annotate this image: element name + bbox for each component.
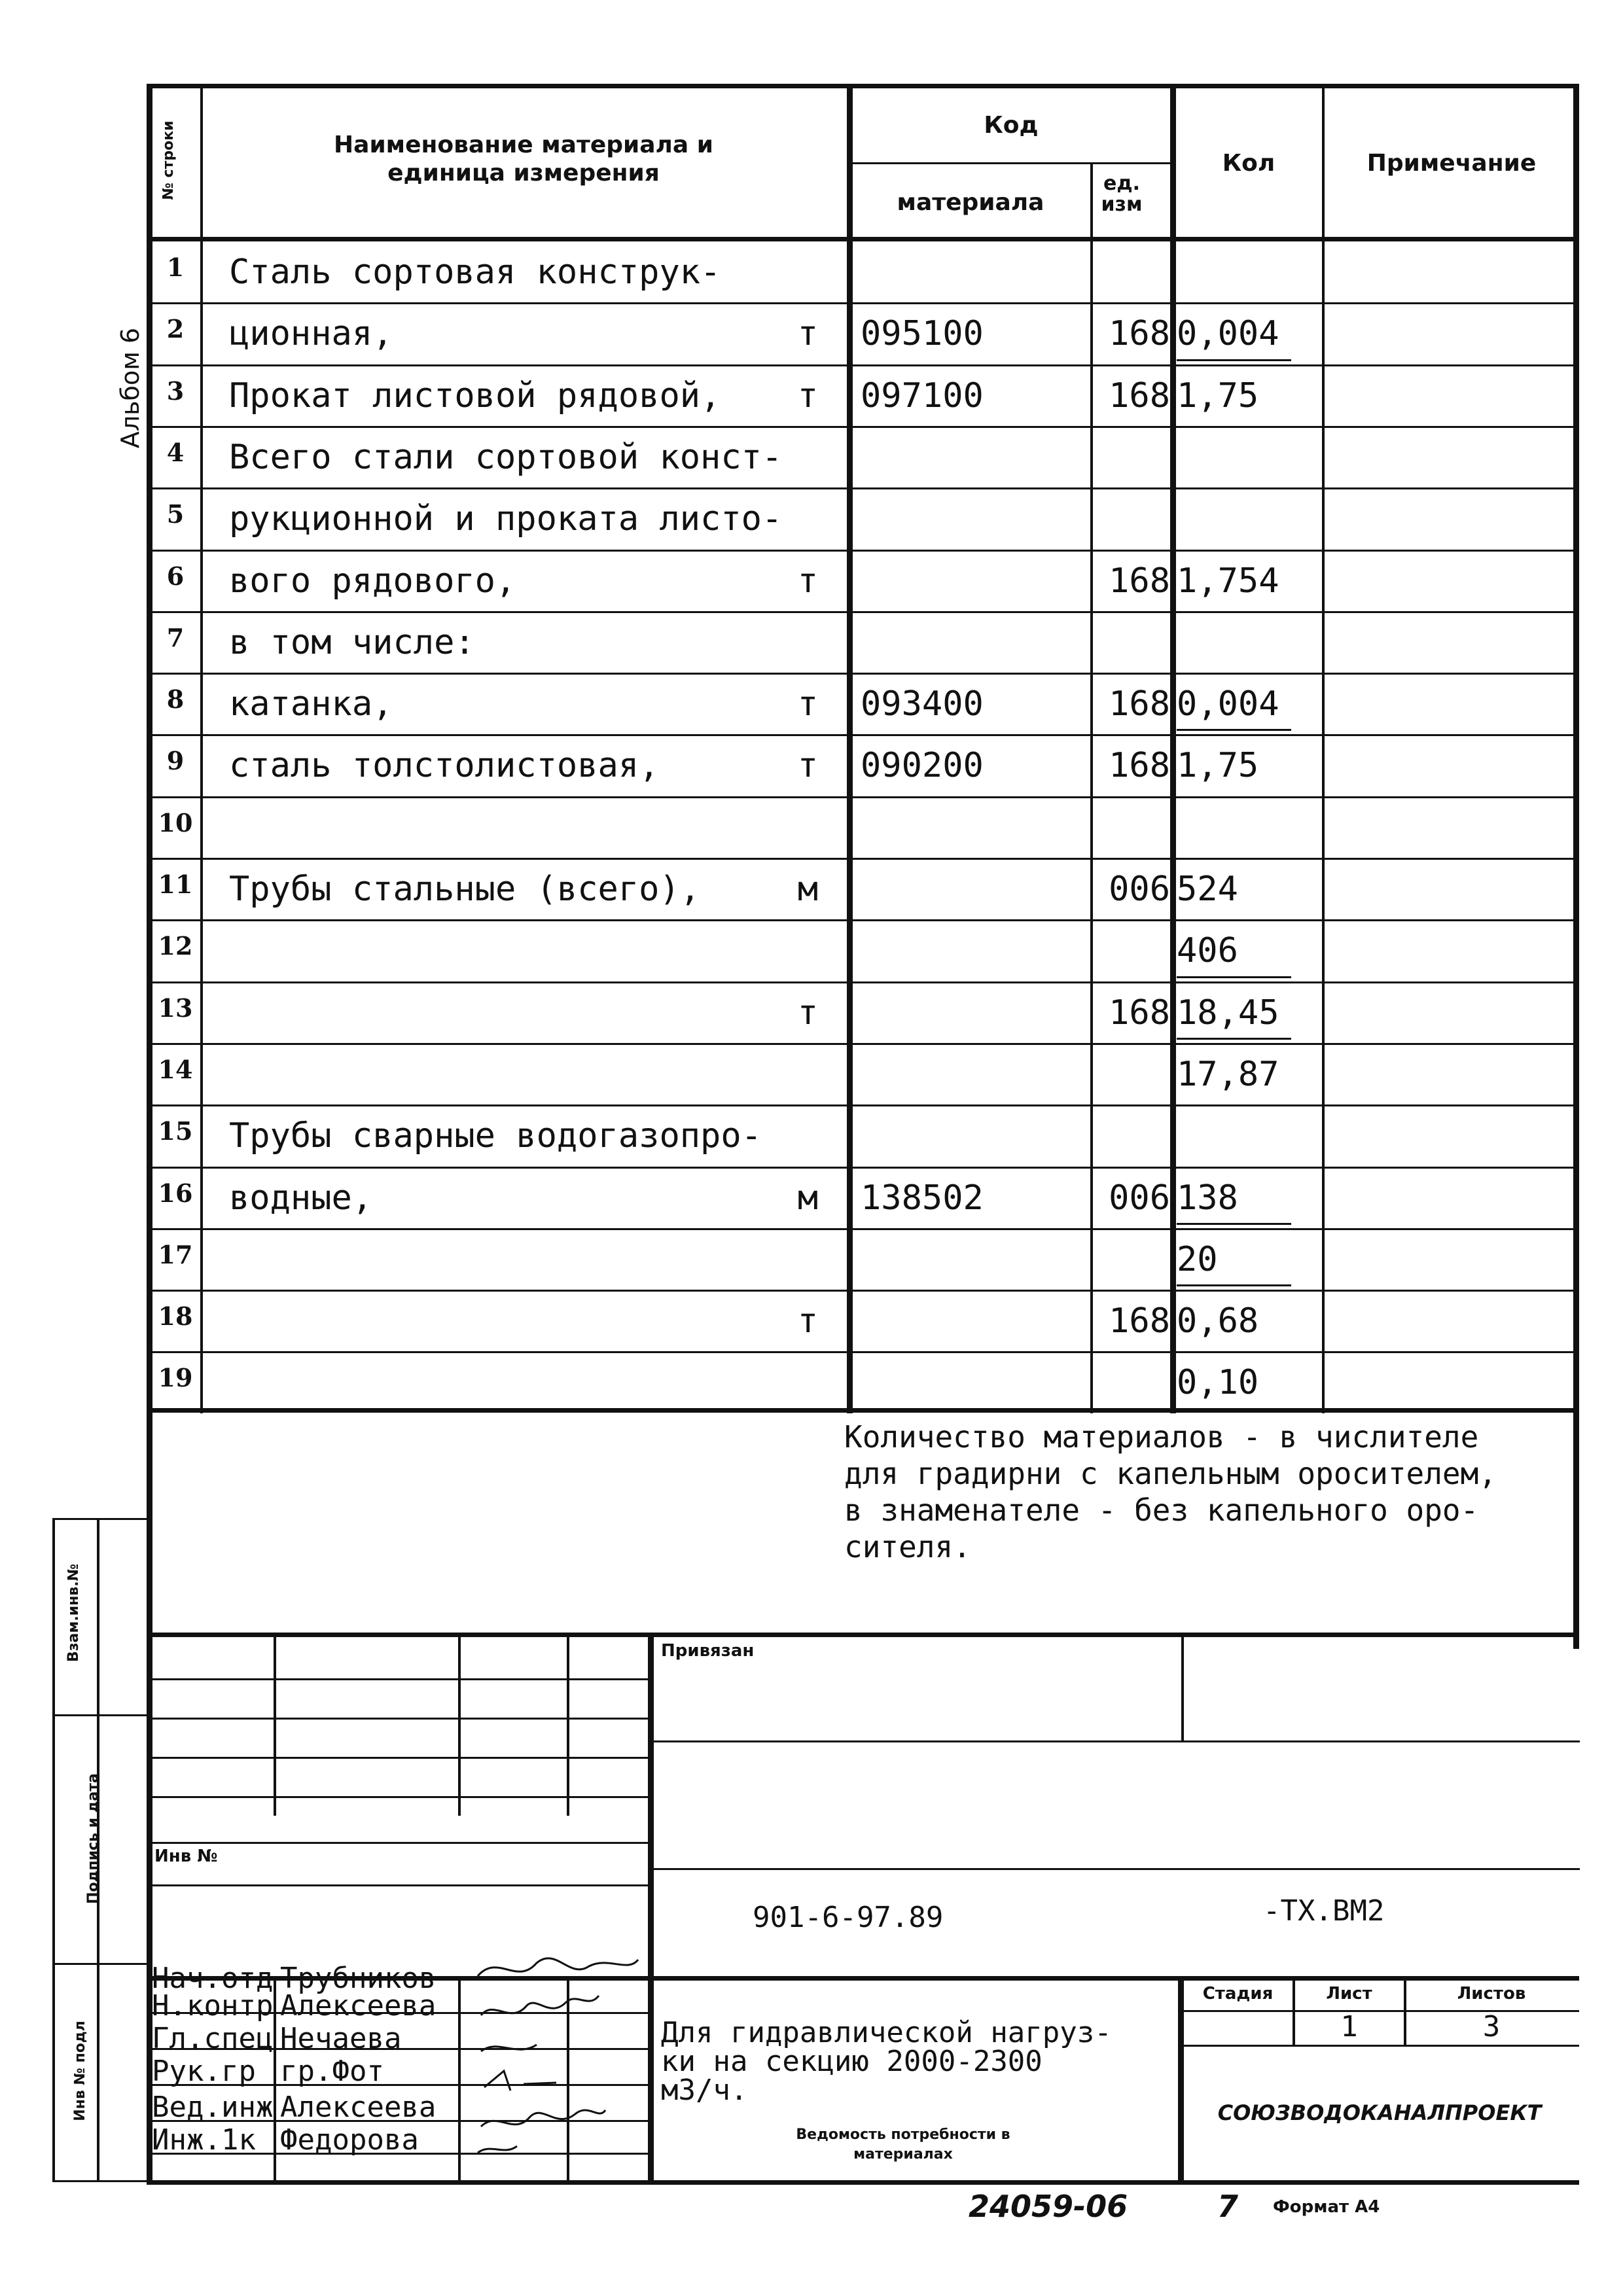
row-divider (147, 426, 1579, 428)
material-name: Сталь сортовая конструк- (229, 253, 721, 292)
person-name: Алексеева (280, 2091, 437, 2124)
quantity: 1,75 (1177, 746, 1259, 786)
row-number: 11 (158, 870, 193, 899)
subtitle-line: Ведомость потребности в (796, 2127, 1010, 2143)
row-number: 14 (158, 1054, 193, 1084)
material-name: в том числе: (229, 622, 475, 662)
col-divider-name (847, 85, 853, 1413)
tb-line (1181, 1633, 1184, 1740)
tb-line (651, 1868, 1580, 1870)
row-divider (147, 364, 1579, 366)
table-bottom-border (147, 1408, 1579, 1413)
unit-label: м (797, 870, 818, 909)
footnote-line: сителя. (844, 1529, 971, 1564)
quantity: 0,10 (1177, 1363, 1259, 1403)
side-label-replace-inv: Взам.инв.№ (65, 1563, 82, 1663)
unit-code: 168 (1109, 376, 1170, 415)
title-line: м3/ч. (661, 2074, 748, 2107)
row-number: 1 (166, 253, 185, 282)
row-number: 3 (166, 376, 185, 406)
quantity: 524 (1177, 870, 1238, 909)
quantity: 406 (1177, 931, 1238, 971)
quantity: 17,87 (1177, 1054, 1279, 1094)
header-code-material: материала (897, 189, 1044, 216)
table-top-border (147, 84, 1579, 88)
title-line: ки на секцию 2000-2300 (661, 2045, 1043, 2078)
unit-label: м (797, 1178, 818, 1218)
tb-line (147, 1842, 651, 1844)
material-code: 138502 (861, 1178, 984, 1218)
unit-code: 006 (1109, 870, 1170, 909)
row-divider (147, 1290, 1579, 1292)
material-code: 097100 (861, 376, 984, 415)
quantity: 0,004 (1177, 684, 1279, 724)
person-name: Алексеева (280, 1989, 437, 2022)
tb-line (651, 1740, 1580, 1742)
material-name: сталь толстолистовая, (229, 746, 660, 786)
role-label: Рук.гр (152, 2055, 256, 2088)
tb-line (458, 1633, 461, 1816)
unit-code: 168 (1109, 993, 1170, 1033)
side-label-inv-original: Инв № подл (72, 2021, 88, 2121)
row-divider (147, 858, 1579, 860)
tb-line (147, 1718, 651, 1720)
fraction-bar (1177, 1038, 1291, 1040)
row-divider (147, 673, 1579, 675)
row-divider (147, 550, 1579, 552)
row-number: 8 (166, 684, 185, 715)
tb-line (567, 1633, 569, 1816)
signatures (458, 1947, 648, 2156)
person-name: гр.Фот (280, 2055, 384, 2088)
col-divider-qty (1322, 85, 1325, 1413)
archive-number: 24059-06 (969, 2189, 1128, 2224)
unit-code: 168 (1109, 684, 1170, 724)
person-name: Федорова (280, 2123, 419, 2157)
person-name: Нечаева (280, 2022, 402, 2055)
role-label: Вед.инж (152, 2091, 274, 2124)
row-number: 17 (158, 1239, 193, 1269)
tb-line (147, 1757, 651, 1759)
tb-line (147, 1884, 651, 1886)
strip-line (52, 2180, 151, 2182)
row-number: 2 (166, 314, 185, 344)
table-left-border (147, 85, 152, 1413)
row-divider (147, 919, 1579, 921)
header-code: Код (984, 112, 1039, 139)
material-name: вого рядового, (229, 561, 516, 601)
row-number: 4 (166, 437, 185, 467)
unit-label: т (797, 1301, 818, 1341)
sheets-value: 3 (1482, 2010, 1501, 2043)
document-title (661, 2016, 1112, 2107)
header-quantity: Кол (1222, 150, 1275, 177)
tb-line (147, 1678, 651, 1680)
page-number: 7 (1217, 2189, 1239, 2224)
col-divider-unit (1170, 85, 1176, 1413)
strip-line (52, 1714, 151, 1716)
organization-name: СОЮЗВОДОКАНАЛПРОЕКТ (1217, 2100, 1542, 2125)
tb-line (1178, 1976, 1184, 2182)
row-divider (147, 796, 1579, 798)
unit-code: 168 (1109, 314, 1170, 354)
table-right-border (1573, 85, 1579, 1649)
fraction-bar (1177, 1223, 1291, 1225)
quantity: 0,68 (1177, 1301, 1259, 1341)
sheets-label: Листов (1457, 1984, 1526, 2004)
col-divider-rownum (200, 85, 203, 1413)
tb-line (147, 2180, 1579, 2185)
row-divider (147, 1043, 1579, 1045)
material-name: ционная, (229, 314, 393, 354)
row-divider (147, 1351, 1579, 1353)
header-material-name: Наименование материала и единица измерения (334, 132, 713, 187)
quantity: 18,45 (1177, 993, 1279, 1033)
footnote-line: для градирни с капельным оросителем, (844, 1456, 1497, 1491)
tb-line (274, 1633, 276, 1816)
header-note: Примечание (1366, 150, 1537, 177)
tb-line (147, 1796, 651, 1798)
bound-label: Привязан (661, 1641, 755, 1661)
unit-code: 168 (1109, 561, 1170, 601)
row-divider (147, 611, 1579, 613)
unit-code: 168 (1109, 1301, 1170, 1341)
subtitle-line: материалах (853, 2146, 953, 2163)
material-name: Всего стали сортовой конст- (229, 437, 783, 477)
quantity: 0,004 (1177, 314, 1279, 354)
tb-line (147, 1633, 1579, 1637)
footnote (844, 1419, 1571, 1565)
material-code: 095100 (861, 314, 984, 354)
row-number: 9 (166, 746, 185, 776)
fraction-bar (1177, 729, 1291, 731)
row-divider (147, 487, 1579, 489)
material-code: 093400 (861, 684, 984, 724)
role-label: Гл.спец (152, 2022, 274, 2055)
row-divider (147, 302, 1579, 304)
tb-line (648, 1633, 654, 2182)
format-label: Формат А4 (1273, 2197, 1380, 2217)
fraction-bar (1177, 976, 1291, 978)
footnote-line: в знаменателе - без капельного оро- (844, 1492, 1479, 1528)
unit-label: т (797, 993, 818, 1033)
fraction-bar (1177, 1284, 1291, 1286)
unit-label: т (797, 314, 818, 354)
strip-line (52, 1963, 151, 1965)
header-bottom-border (147, 237, 1579, 241)
row-number: 5 (166, 499, 185, 529)
row-divider (147, 1104, 1579, 1106)
row-number: 13 (158, 993, 193, 1023)
quantity: 1,75 (1177, 376, 1259, 415)
header-code-unit: ед. изм (1101, 172, 1143, 216)
row-number: 7 (166, 622, 185, 652)
row-divider (147, 1228, 1579, 1230)
material-code: 090200 (861, 746, 984, 786)
sheet-label: Лист (1326, 1984, 1372, 2004)
title-line: Для гидравлической нагруз- (661, 2016, 1112, 2049)
row-divider (147, 981, 1579, 983)
row-number: 15 (158, 1116, 193, 1146)
unit-label: т (797, 561, 818, 601)
sheet-value: 1 (1340, 2010, 1358, 2043)
material-name: Прокат листовой рядовой, (229, 376, 721, 415)
unit-label: т (797, 746, 818, 786)
tb-line (274, 1976, 276, 2180)
unit-label: т (797, 684, 818, 724)
row-number: 6 (166, 561, 185, 591)
row-number: 18 (158, 1301, 193, 1332)
row-number: 10 (158, 807, 193, 838)
unit-code: 168 (1109, 746, 1170, 786)
tb-line (1404, 1976, 1406, 2045)
row-number: 19 (158, 1363, 193, 1393)
role-label: Инж.1к (152, 2123, 256, 2157)
material-name: Трубы сварные водогазопро- (229, 1116, 762, 1156)
material-name: рукционной и проката листо- (229, 499, 783, 539)
material-name: водные, (229, 1178, 373, 1218)
material-name: катанка, (229, 684, 393, 724)
quantity: 138 (1177, 1178, 1238, 1218)
row-divider (147, 1167, 1579, 1169)
footnote-line: Количество материалов - в числителе (844, 1419, 1479, 1455)
document-code: 901-6-97.89 (753, 1901, 944, 1934)
unit-code: 006 (1109, 1178, 1170, 1218)
tb-line (1181, 2045, 1579, 2047)
unit-label: т (797, 376, 818, 415)
header-row-number: № строки (160, 120, 177, 200)
material-name: Трубы стальные (всего), (229, 870, 701, 909)
role-label: Н.контр (152, 1989, 274, 2022)
quantity: 1,754 (1177, 561, 1279, 601)
person-name: Трубников (280, 1962, 437, 1995)
role-label: Нач.отд (152, 1962, 274, 1995)
album-label: Альбом 6 (116, 327, 145, 449)
document-code-suffix: -ТХ.ВМ2 (1263, 1894, 1385, 1928)
row-number: 12 (158, 931, 193, 961)
side-label-signature-date: Подпись и дата (85, 1773, 101, 1904)
inv-number-label: Инв № (154, 1846, 218, 1866)
strip-line (52, 1518, 151, 1520)
row-divider (147, 734, 1579, 736)
code-header-divider (847, 162, 1173, 164)
document-subtitle (740, 2125, 1067, 2164)
fraction-bar (1177, 359, 1291, 361)
row-number: 16 (158, 1178, 193, 1208)
stage-label: Стадия (1202, 1984, 1274, 2004)
quantity: 20 (1177, 1239, 1218, 1279)
strip-line (52, 1518, 55, 2182)
